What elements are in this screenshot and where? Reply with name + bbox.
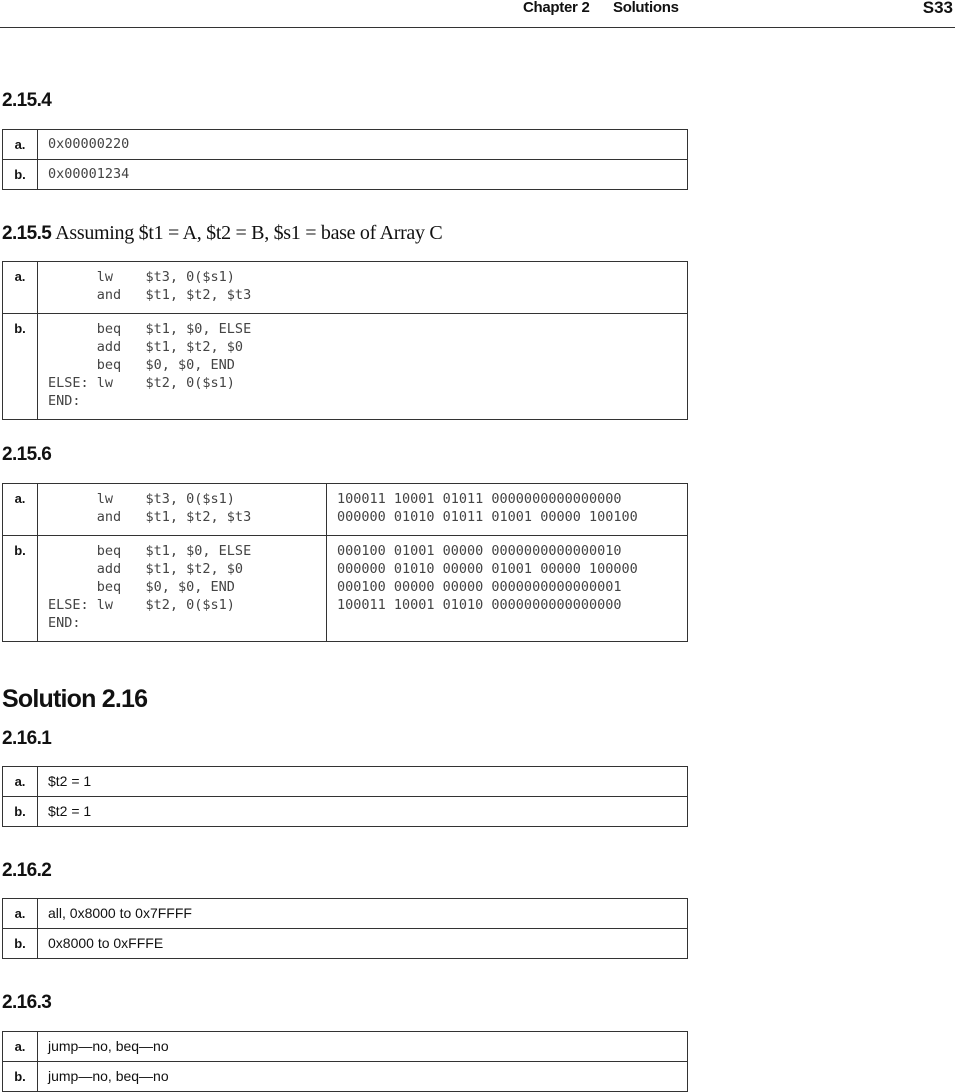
table-row <box>3 484 688 536</box>
page-number: S33 <box>922 0 953 17</box>
code-line: beq $t1, $0, ELSE <box>48 543 252 559</box>
table-2-15-5 <box>2 261 688 420</box>
table-row <box>3 929 688 959</box>
table-row <box>3 262 688 314</box>
code-line: add $t1, $t2, $0 <box>48 561 244 577</box>
heading-2-16-3: 2.16.3 <box>2 992 52 1013</box>
row-label: b. <box>3 160 38 190</box>
table-2-16-2 <box>2 898 688 959</box>
code-line: lw $t3, 0($s1) <box>48 269 235 285</box>
row-label: b. <box>3 797 38 827</box>
chapter-label: Chapter 2 <box>523 0 590 16</box>
row-label: a. <box>3 767 38 797</box>
answer-value: all, 0x8000 to 0x7FFFF <box>38 899 688 929</box>
answer-value: 0x8000 to 0xFFFE <box>38 929 688 959</box>
row-label: b. <box>3 1062 38 1092</box>
code-line: add $t1, $t2, $0 <box>48 339 244 355</box>
table-2-15-4 <box>2 129 688 190</box>
heading-2-15-6: 2.15.6 <box>2 444 52 465</box>
heading-number: 2.15.5 <box>2 223 52 244</box>
code-line: beq $0, $0, END <box>48 357 235 373</box>
row-label: a. <box>3 262 38 314</box>
binary-line: 100011 10001 01010 0000000000000000 <box>337 597 622 613</box>
section-label: Solutions <box>613 0 679 16</box>
binary-line: 000000 01010 00000 01001 00000 100000 <box>337 561 638 577</box>
row-label: b. <box>3 314 38 420</box>
address-value: 0x00000220 <box>38 130 688 160</box>
heading-2-16-2: 2.16.2 <box>2 860 52 881</box>
table-2-16-3 <box>2 1031 688 1092</box>
code-line: beq $0, $0, END <box>48 579 235 595</box>
binary-line: 000000 01010 01011 01001 00000 100100 <box>337 509 638 525</box>
assembly-code <box>38 484 327 536</box>
row-label: a. <box>3 1032 38 1062</box>
code-line: and $t1, $t2, $t3 <box>48 509 252 525</box>
answer-value: $t2 = 1 <box>38 767 688 797</box>
solution-title: Solution 2.16 <box>2 685 148 713</box>
code-line: ELSE: lw $t2, 0($s1) <box>48 597 235 613</box>
code-line: and $t1, $t2, $t3 <box>48 287 252 303</box>
row-label: a. <box>3 130 38 160</box>
address-value: 0x00001234 <box>38 160 688 190</box>
code-line: ELSE: lw $t2, 0($s1) <box>48 375 235 391</box>
assembly-code <box>38 314 688 420</box>
machine-code <box>327 484 688 536</box>
table-row <box>3 1062 688 1092</box>
table-row <box>3 130 688 160</box>
code-line: beq $t1, $0, ELSE <box>48 321 252 337</box>
table-row <box>3 160 688 190</box>
assembly-code <box>38 536 327 642</box>
binary-line: 000100 01001 00000 0000000000000010 <box>337 543 622 559</box>
table-row <box>3 536 688 642</box>
machine-code <box>327 536 688 642</box>
heading-2-16-1: 2.16.1 <box>2 728 52 749</box>
heading-note: Assuming $t1 = A, $t2 = B, $s1 = base of Array C <box>55 222 443 244</box>
table-2-15-6 <box>2 483 688 642</box>
table-row <box>3 797 688 827</box>
answer-value: $t2 = 1 <box>38 797 688 827</box>
row-label: b. <box>3 929 38 959</box>
table-row <box>3 767 688 797</box>
row-label: b. <box>3 536 38 642</box>
running-header <box>0 0 955 28</box>
table-row <box>3 314 688 420</box>
table-row <box>3 1032 688 1062</box>
row-label: a. <box>3 899 38 929</box>
binary-line: 100011 10001 01011 0000000000000000 <box>337 491 622 507</box>
code-line: lw $t3, 0($s1) <box>48 491 235 507</box>
assembly-code <box>38 262 688 314</box>
binary-line: 000100 00000 00000 0000000000000001 <box>337 579 622 595</box>
code-line: END: <box>48 393 81 409</box>
table-row <box>3 899 688 929</box>
table-2-16-1 <box>2 766 688 827</box>
answer-value: jump—no, beq—no <box>38 1032 688 1062</box>
heading-2-15-4: 2.15.4 <box>2 90 52 111</box>
answer-value: jump—no, beq—no <box>38 1062 688 1092</box>
row-label: a. <box>3 484 38 536</box>
code-line: END: <box>48 615 81 631</box>
heading-2-15-5 <box>2 222 442 245</box>
